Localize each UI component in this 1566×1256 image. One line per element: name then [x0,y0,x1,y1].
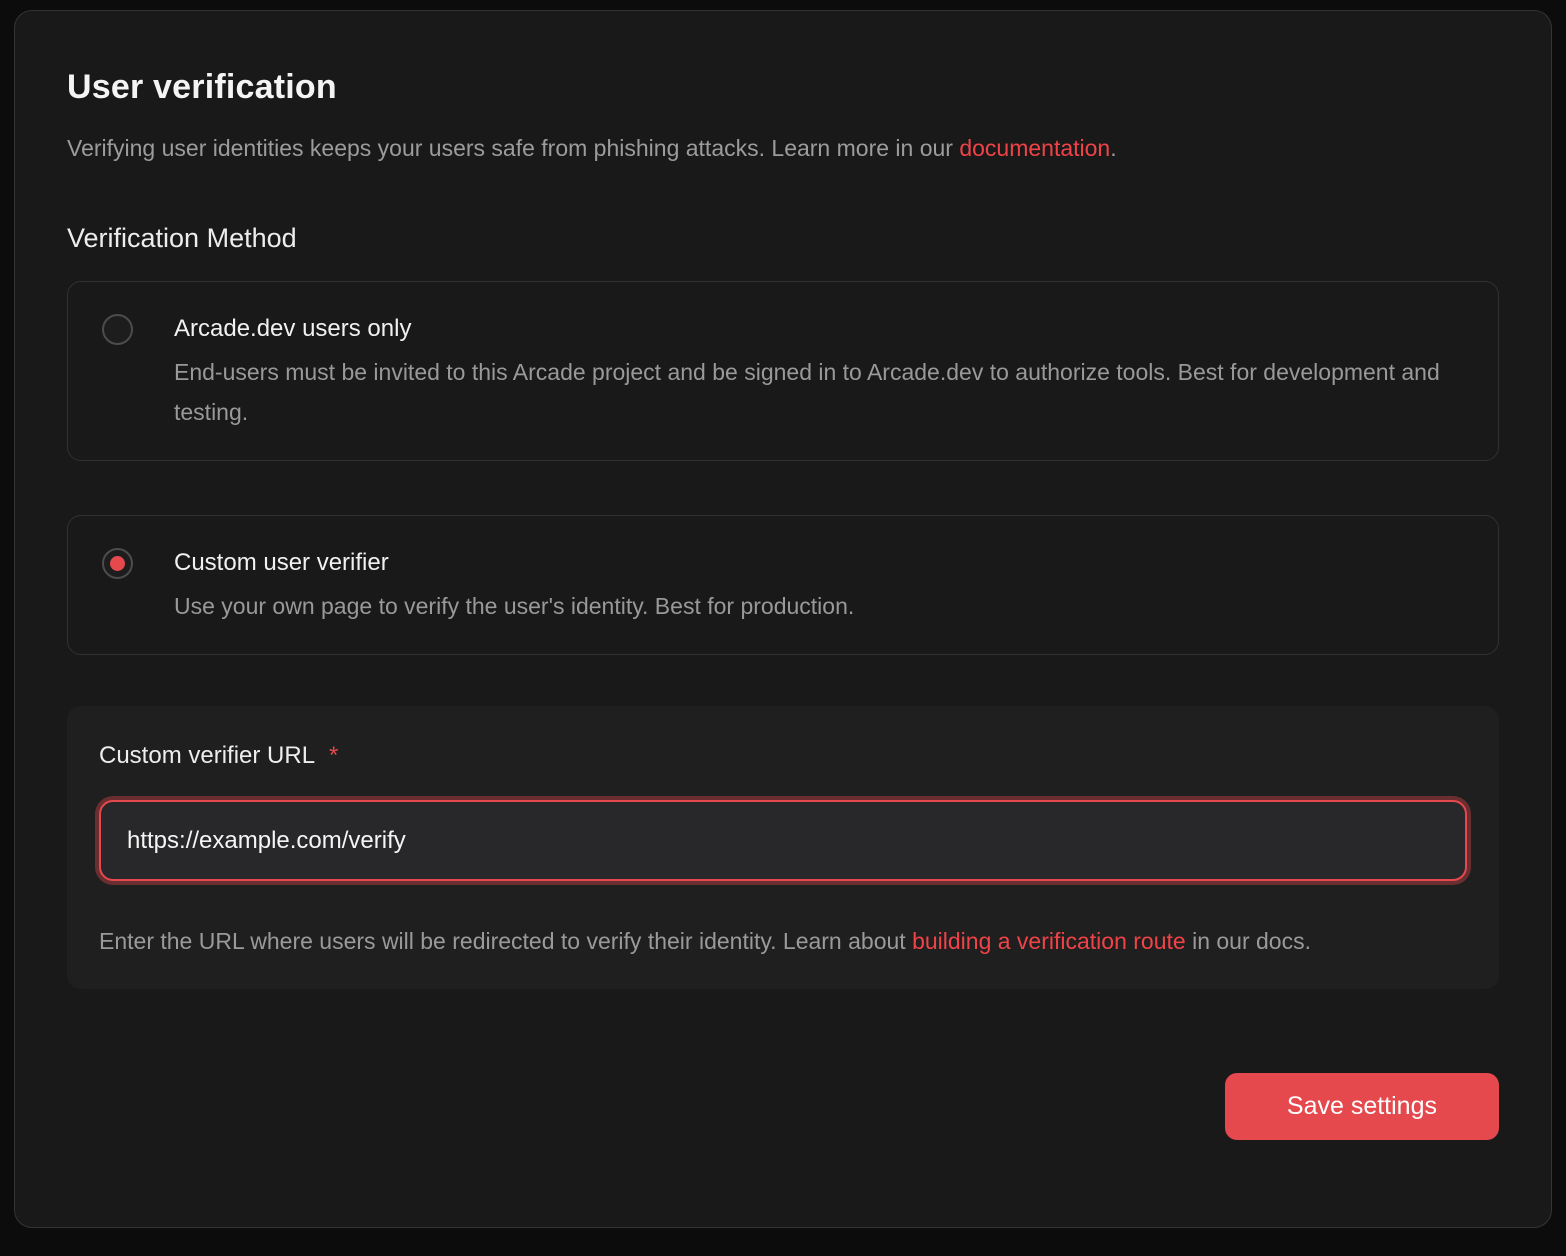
intro-text-after: . [1110,135,1117,161]
footer-actions [67,1073,1499,1140]
documentation-link[interactable]: documentation [959,135,1111,161]
option-description: End-users must be invited to this Arcade project and be signed in to Arcade.dev to authorize tools. Best for development and testing. [174,359,1440,425]
option-arcade-text [174,312,1464,432]
custom-verifier-url-input[interactable] [99,800,1467,881]
intro-text [67,132,1499,164]
custom-verifier-url-panel [67,706,1499,989]
save-settings-button[interactable]: Save settings [1225,1073,1499,1140]
user-verification-settings-card [14,10,1552,1228]
option-title: Arcade.dev users only [174,315,412,342]
verification-method-heading: Verification Method [67,223,297,253]
option-description: Use your own page to verify the user's identity. Best for production. [174,593,855,619]
required-asterisk: * [329,742,339,769]
option-custom-text [174,546,854,626]
option-card-custom-user-verifier[interactable] [67,515,1499,655]
radio-arcade-users-only[interactable] [102,314,133,345]
url-field-label: Custom verifier URL [99,742,316,769]
intro-text-before: Verifying user identities keeps your users safe from phishing attacks. Learn more in our [67,135,960,161]
option-title: Custom user verifier [174,549,389,576]
help-text-before: Enter the URL where users will be redirected to verify their identity. Learn about [99,928,913,954]
url-help-text [99,921,1467,961]
option-card-arcade-users-only[interactable] [67,281,1499,461]
page-title: User verification [67,68,337,106]
building-verification-route-link[interactable]: building a verification route [912,928,1186,954]
url-label-row [99,740,1467,772]
radio-custom-user-verifier[interactable] [102,548,133,579]
help-text-after: in our docs. [1185,928,1311,954]
